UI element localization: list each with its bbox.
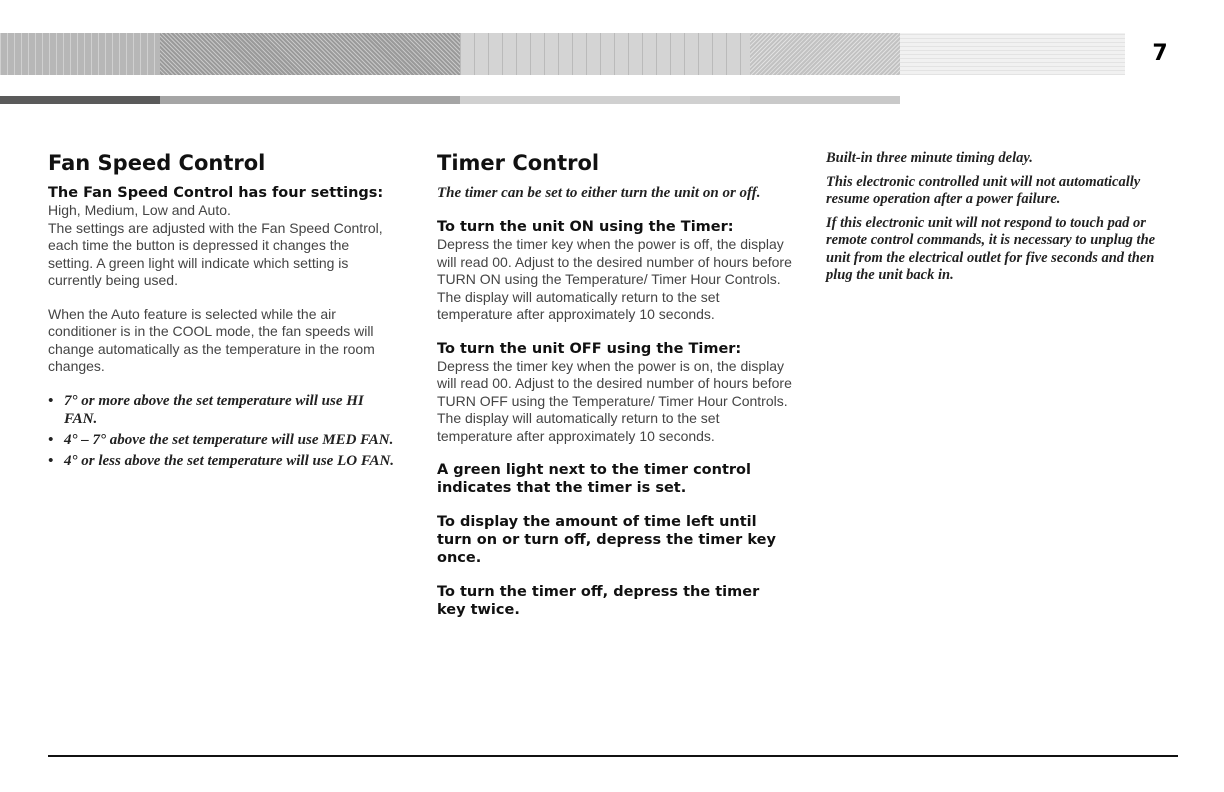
timer-on-body: Depress the timer key when the power is off, the display will read 00. Adjust to the desired number of hours before TURN ON using the Temperature/ Timer Hour Controls. The display will automatically return to the set temperature after approximately 10 seconds.: [437, 236, 792, 322]
header-banner: [0, 33, 900, 75]
spacer: [48, 376, 398, 392]
bullet-text: 4° or less above the set temperature will use LO FAN.: [64, 452, 395, 469]
notes-column: [826, 150, 1181, 291]
fan-speed-column: [48, 150, 398, 473]
note-unplug: If this electronic unit will not respond to touch pad or remote control commands, it is necessary to unplug the unit from the electrical outlet for five seconds and then plug the unit back in.: [826, 214, 1156, 283]
bullet-dot: •: [48, 392, 54, 409]
fan-speed-subhead: The Fan Speed Control has four settings:: [48, 185, 384, 201]
fan-speed-heading: Fan Speed Control: [48, 151, 266, 175]
fan-speed-intro: [48, 184, 398, 220]
timer-note-turn-off: To turn the timer off, depress the timer key twice.: [437, 584, 760, 618]
page-number: 7: [1152, 41, 1168, 66]
timer-control-column: [437, 150, 792, 619]
banner-right-panel: [900, 33, 1125, 75]
banner-segment-4: [750, 33, 900, 75]
bullet-item: [48, 392, 398, 428]
timer-note-green-light: A green light next to the timer control indicates that the timer is set.: [437, 462, 751, 496]
bullet-text: 7° or more above the set temperature will use HI FAN.: [64, 392, 364, 427]
timer-on-heading: To turn the unit ON using the Timer:: [437, 219, 734, 235]
bullet-item: [48, 431, 398, 449]
spacer: [437, 445, 792, 461]
spacer: [437, 497, 792, 513]
timer-off-heading: To turn the unit OFF using the Timer:: [437, 340, 742, 357]
bullet-item: [48, 452, 398, 470]
timer-off-body: Depress the timer key when the power is on, the display will read 00. Adjust to the desired number of hours before TURN OFF using the Temperature/ Timer Hour Controls. The display will automatically return to the set temperature after approximately 10 seconds.: [437, 357, 792, 444]
footer-rule: [48, 755, 1178, 757]
fan-speed-para-1: The settings are adjusted with the Fan Speed Control, each time the button is depressed it changes the setting. A green light will indicate which setting is currently being used.: [48, 219, 383, 288]
bullet-text: 4° – 7° above the set temperature will use MED FAN.: [64, 431, 394, 448]
spacer: [437, 567, 792, 583]
spacer: [437, 202, 792, 218]
timer-note-time-left: To display the amount of time left until turn on or turn off, depress the timer key once.: [437, 514, 776, 566]
banner-segment-2: [160, 33, 460, 75]
spacer: [437, 324, 792, 340]
spacer: [48, 290, 398, 306]
header-underline-bar: [0, 96, 900, 104]
note-timing-delay: Built-in three minute timing delay.: [826, 150, 1033, 166]
bullet-dot: •: [48, 431, 54, 448]
banner-segment-3: [460, 33, 750, 75]
timer-control-heading: Timer Control: [437, 151, 600, 175]
banner-segment-1: [0, 33, 160, 75]
bullet-dot: •: [48, 452, 54, 469]
note-power-failure: This electronic controlled unit will not automatically resume operation after a power failure.: [826, 173, 1141, 207]
fan-speed-settings-list: High, Medium, Low and Auto.: [48, 202, 231, 218]
fan-speed-bullets: [48, 392, 398, 470]
fan-speed-para-2: When the Auto feature is selected while the air conditioner is in the COOL mode, the fan speeds will change automatically as the temperature in the room changes.: [48, 305, 375, 374]
timer-intro: The timer can be set to either turn the unit on or off.: [437, 185, 761, 201]
